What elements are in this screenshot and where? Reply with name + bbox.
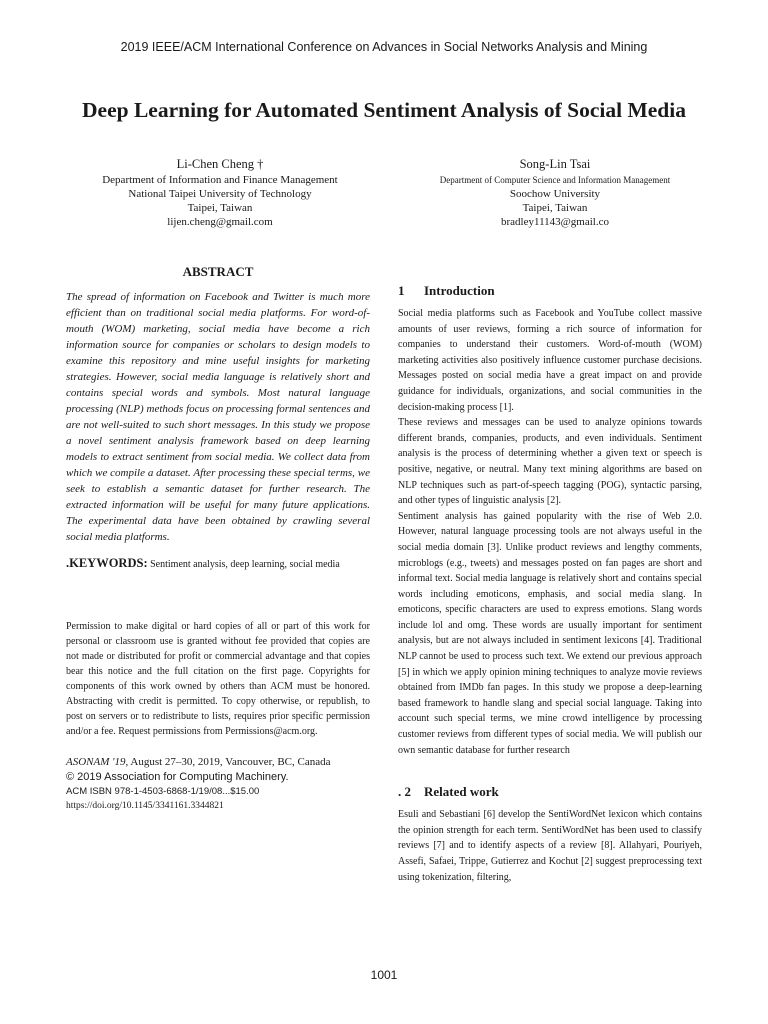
keywords	[66, 556, 370, 572]
left-column	[66, 264, 370, 813]
copyright: © 2019 Association for Computing Machinery.	[66, 771, 289, 783]
keywords-text: Sentiment analysis, deep learning, social media	[147, 559, 340, 570]
section-number: 1	[398, 283, 405, 298]
author-department: Department of Computer Science and Information Management	[439, 175, 671, 185]
related-work-paragraph: Esuli and Sebastiani [6] develop the SentiWordNet lexicon which contains the opinion strength for each term. SentiWordNet has been used to classify reviews [7] and to identify aspects of a review [8]. Allahyari, Pouriyeh, Assefi, Safaei, Trippe, Gutierrez and Kochut [2] suggest preprocessing text using tokenization, filtering,	[398, 809, 702, 883]
introduction-heading	[398, 283, 702, 299]
author-block-2	[395, 155, 715, 229]
right-column	[398, 283, 702, 885]
abstract-text: The spread of information on Facebook and Twitter is much more efficient than on traditional social media platforms. For word-of-mouth (WOM) marketing, social media have become a rich information source for companies or scholars to design models to examine this repository and mine useful insights for marketing strategies. However, social media language is relatively short and contains special words and symbols. Most natural language processing (NLP) methods focus on processing formal sentences and are not well-suited to such short messages. In this study we propose a novel sentiment analysis framework based on deep learning models to extract sentiment from social media. We collect data from which we compile a dataset. After processing these special terms, we seek to establish a semantic dataset for further research. The extracted information will be useful for many future applications. The experimental data have been obtained by crawling several social media platforms.	[66, 291, 370, 543]
author-name: Li-Chen Cheng †	[176, 157, 264, 171]
intro-paragraph-3: Sentiment analysis has gained popularity with the rise of Web 2.0. However, natural language processing tools are not always useful in the social media domain [3]. Unlike product reviews and lengthy comments, microblogs (e.g., tweets) and messages posted on fan pages are short and informal text. Social media language is relatively short and contains special words including emoticons, emphasis, and social media slang. In emoticons, specific characters are used to express emotions. Slang words include lol and omg. These words are usually important for sentiment analysis, but are not always included in sentiment lexicons [4]. Traditional NLP cannot be used to process such text. We extend our previous approach [5] in which we apply opinion mining techniques to analyze movie reviews obtained from IMDb fan pages. In this study we propose a deep-learning based framework to handle slang and special social language. Taking into account such special terms, we mine crowd intelligence by processing customer reviews from different types of social media. We will publish our own semantic database for further research	[398, 510, 702, 756]
author-department: Department of Information and Finance Management	[102, 174, 338, 186]
author-email: lijen.cheng@gmail.com	[167, 216, 273, 228]
author-block-1	[60, 155, 380, 229]
permission-notice: Permission to make digital or hard copies of all or part of this work for personal or classroom use is granted without fee provided that copies are not made or distributed for profit or commercial advantage and that copies bear this notice and the full citation on the first page. Copyrights for components of this work owned by others than ACM must be honored. Abstracting with credit is permitted. To copy otherwise, or republish, to post on servers or to redistribute to lists, requires prior specific permission and/or a fee. Request permissions from Permissions@acm.org.	[66, 621, 370, 737]
abstract-heading: ABSTRACT	[182, 264, 254, 279]
section-number: . 2	[398, 784, 411, 800]
related-work-heading	[398, 784, 702, 800]
author-university: Soochow University	[509, 188, 601, 200]
conference-header: 2019 IEEE/ACM International Conference on Advances in Social Networks Analysis and Mining	[120, 40, 648, 54]
page-number: 1001	[370, 968, 398, 982]
author-location: Taipei, Taiwan	[522, 202, 588, 214]
author-email: bradley11143@gmail.co	[501, 216, 609, 228]
venue-name: ASONAM '19,	[66, 756, 129, 768]
section-title: Introduction	[424, 283, 495, 298]
keywords-label: .KEYWORDS:	[66, 556, 148, 570]
doi: https://doi.org/10.1145/3341161.3344821	[66, 801, 224, 811]
section-title: Related work	[424, 784, 499, 800]
paper-title: Deep Learning for Automated Sentiment Analysis of Social Media	[82, 98, 686, 122]
author-name: Song-Lin Tsai	[519, 157, 591, 171]
venue-info	[66, 755, 370, 770]
author-university: National Taipei University of Technology	[128, 188, 312, 200]
intro-paragraph-2: These reviews and messages can be used to analyze opinions towards different brands, companies, products, and even individuals. Sentiment analysis is the process of determining whether a given text or speech is positive, negative, or neutral. Many text mining algorithms are based on NLP techniques such as part-of-speech tagging (POG), syntactic parsing, and other types of linguistic analysis [2].	[398, 417, 702, 507]
author-location: Taipei, Taiwan	[187, 202, 253, 214]
isbn: ACM ISBN 978-1-4503-6868-1/19/08...$15.00	[66, 786, 260, 797]
intro-paragraph-1: Social media platforms such as Facebook and YouTube collect massive amounts of user reviews, forming a rich source of information for companies to understand their customers. Word-of-mouth (WOM) marketing activities also positively influence customer purchase decisions. Messages posted on social media have a great impact on and provide guidance for individuals, organizations, and social communities in the decision-making process [1].	[398, 308, 702, 413]
venue-details: August 27–30, 2019, Vancouver, BC, Canada	[128, 756, 331, 768]
